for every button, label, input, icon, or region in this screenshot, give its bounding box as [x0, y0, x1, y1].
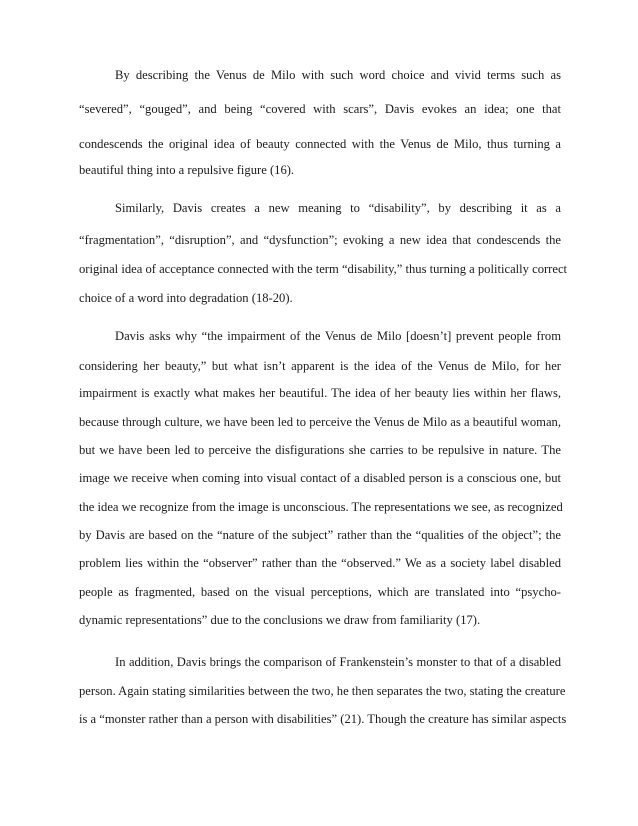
paragraph-3-line-8: by Davis are based on the “nature of the subject” rather than the “qualities of the object”; the	[79, 528, 561, 542]
paragraph-2-line-4: choice of a word into degradation (18-20).	[79, 291, 293, 305]
paragraph-2-line-3: original idea of acceptance connected with the term “disability,” thus turning a politically correct	[79, 262, 568, 276]
paragraph-4-line-1: In addition, Davis brings the comparison of Frankenstein’s monster to that of a disabled	[115, 655, 561, 669]
paragraph-2-line-2: “fragmentation”, “disruption”, and “dysfunction”; evoking a new idea that condescends the	[79, 233, 561, 247]
paragraph-4-line-2: person. Again stating similarities between the two, he then separates the two, stating the creature	[79, 684, 566, 698]
paragraph-3-line-1: Davis asks why “the impairment of the Venus de Milo [doesn’t] prevent people from	[115, 329, 561, 343]
paragraph-3-line-3: impairment is exactly what makes her beautiful. The idea of her beauty lies within her flaws,	[79, 386, 561, 400]
paragraph-3-line-7: the idea we recognize from the image is unconscious. The representations we see, as recognized	[79, 500, 563, 514]
paragraph-1-line-2: “severed”, “gouged”, and being “covered with scars”, Davis evokes an idea; one that	[79, 102, 561, 116]
paragraph-2-line-1: Similarly, Davis creates a new meaning to “disability”, by describing it as a	[115, 201, 561, 215]
paragraph-1-line-3: condescends the original idea of beauty connected with the Venus de Milo, thus turning a	[79, 137, 561, 151]
paragraph-3-line-4: because through culture, we have been led to perceive the Venus de Milo as a beautiful woman,	[79, 415, 561, 429]
paragraph-3-line-2: considering her beauty,” but what isn’t apparent is the idea of the Venus de Milo, for her	[79, 359, 561, 373]
paragraph-3-line-11: dynamic representations” due to the conclusions we draw from familiarity (17).	[79, 613, 481, 627]
paragraph-1-line-1: By describing the Venus de Milo with such word choice and vivid terms such as	[115, 68, 561, 82]
paragraph-1-line-4: beautiful thing into a repulsive figure (16).	[79, 163, 295, 177]
paragraph-3-line-6: image we receive when coming into visual contact of a disabled person is a conscious one, but	[79, 471, 561, 485]
paragraph-3-line-10: people as fragmented, based on the visual perceptions, which are translated into “psycho-	[79, 585, 561, 599]
paragraph-3-line-5: but we have been led to perceive the disfigurations she carries to be repulsive in nature. The	[79, 443, 561, 457]
paragraph-3-line-9: problem lies within the “observer” rather than the “observed.” We as a society label disabled	[79, 556, 561, 570]
paragraph-4-line-3: is a “monster rather than a person with disabilities” (21). Though the creature has similar aspects	[79, 712, 567, 726]
